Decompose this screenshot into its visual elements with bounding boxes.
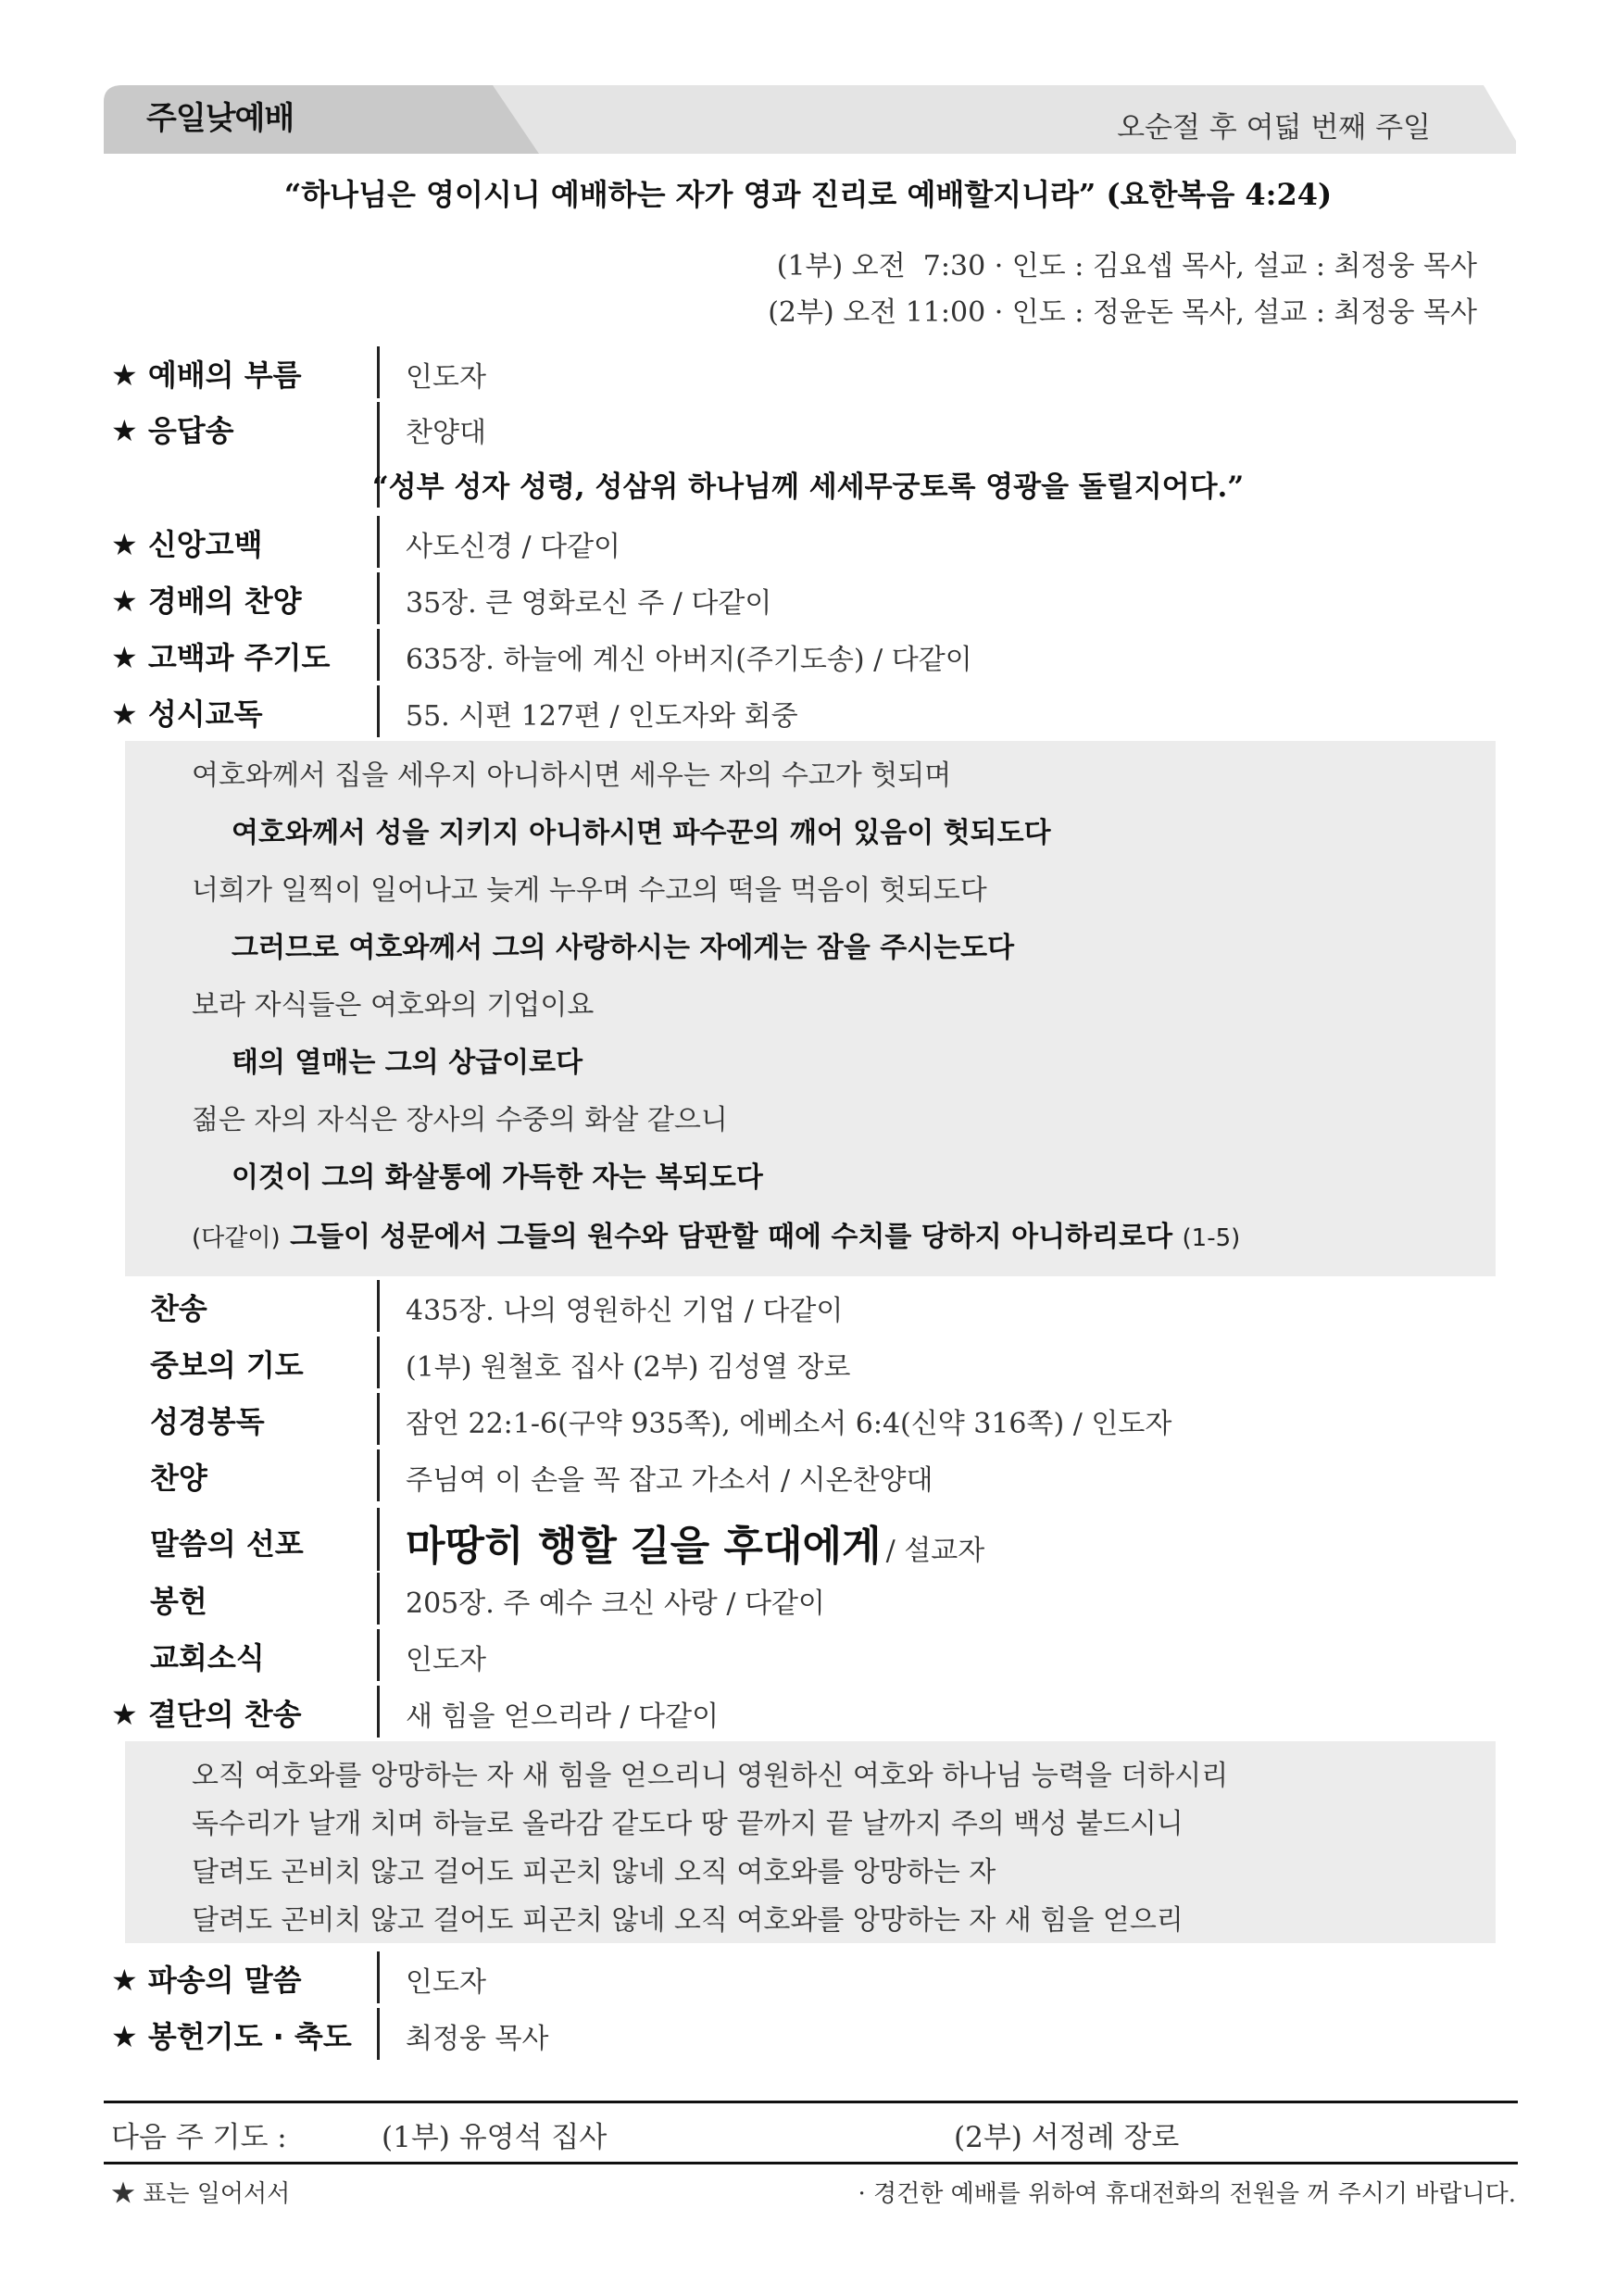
- reading-line: 보라 자식들은 여호와의 기업이요: [192, 989, 595, 1022]
- order-label: ★ 봉헌기도 · 축도: [111, 2019, 352, 2054]
- lyric-line: 오직 여호와를 앙망하는 자 새 힘을 얻으리니 영원하신 여호와 하나님 능력을 더하시리: [192, 1760, 1229, 1792]
- order-row: [111, 1950, 1500, 2003]
- theme-verse: “하나님은 영이시니 예배하는 자가 영과 진리로 예배할지니라” (요한복음 4:24): [283, 177, 1333, 212]
- order-label: 찬양: [150, 1461, 207, 1496]
- order-label: 봉헌: [150, 1584, 207, 1619]
- divider: [377, 629, 380, 681]
- order-value: 주님여 이 손을 꼭 잡고 가소서 / 시온찬양대: [406, 1464, 933, 1497]
- divider: [377, 1449, 380, 1501]
- divider: [377, 572, 380, 624]
- reading-line: 여호와께서 성을 지키지 아니하시면 파수꾼의 깨어 있음이 헛되도다: [232, 817, 1051, 849]
- next-week-first: (1부) 유영석 집사: [382, 2121, 608, 2154]
- reading-prefix: (다같이): [192, 1224, 281, 1252]
- order-row: [111, 2006, 1500, 2060]
- service-time-2: (2부) 오전 11:00 · 인도 : 정윤돈 목사, 설교 : 최정웅 목사: [768, 296, 1477, 329]
- lyric-line: 독수리가 날개 치며 하늘로 올라감 같도다 땅 끝까지 끝 날까지 주의 백성 붙드시니: [192, 1808, 1184, 1840]
- order-row: [111, 400, 1500, 454]
- order-label: 중보의 기도: [150, 1348, 304, 1383]
- reading-line: 여호와께서 집을 세우지 아니하시면 세우는 자의 수고가 헛되며: [192, 759, 952, 792]
- divider: [377, 1573, 380, 1625]
- order-label: ★ 신앙고백: [111, 527, 263, 562]
- order-value: 잠언 22:1-6(구약 935쪽), 에베소서 6:4(신약 316쪽) / 인도자: [406, 1408, 1172, 1440]
- order-row: [111, 1391, 1500, 1445]
- responsive-reading: [125, 741, 1496, 1276]
- reading-final-text: 그들이 성문에서 그들의 원수와 담판할 때에 수치를 당하지 아니하리로다: [290, 1221, 1173, 1253]
- reading-line: 너희가 일찍이 일어나고 늦게 누우며 수고의 떡을 먹음이 헛되도다: [192, 874, 987, 907]
- hymn-lyrics: [125, 1741, 1496, 1943]
- order-value: 최정웅 목사: [406, 2023, 549, 2055]
- next-week-second: (2부) 서정례 장로: [954, 2121, 1180, 2154]
- divider: [377, 516, 380, 568]
- divider: [377, 685, 380, 737]
- divider: [377, 1686, 380, 1738]
- order-label: 찬송: [150, 1291, 207, 1326]
- order-row: [111, 1684, 1500, 1738]
- order-label: ★ 경배의 찬양: [111, 583, 302, 619]
- footer-note-phone: · 경건한 예배를 위하여 휴대전화의 전원을 꺼 주시기 바랍니다.: [858, 2180, 1516, 2208]
- service-subtitle: 오순절 후 여덟 번째 주일: [1117, 111, 1431, 144]
- reading-line: 이것이 그의 화살통에 가득한 자는 복되도다: [232, 1161, 763, 1194]
- order-row: [111, 514, 1500, 568]
- order-value: 찬양대: [406, 417, 486, 449]
- order-value: 635장. 하늘에 계신 아버지(주기도송) / 다같이: [406, 644, 972, 676]
- order-value: 205장. 주 예수 크신 사랑 / 다같이: [406, 1587, 825, 1620]
- order-label: ★ 예배의 부름: [111, 358, 302, 393]
- divider: [377, 402, 380, 454]
- service-title: 주일낮예배: [146, 100, 294, 137]
- order-label: ★ 파송의 말씀: [111, 1963, 302, 1998]
- footer-rule-bottom: [104, 2162, 1518, 2164]
- order-row: [111, 571, 1500, 624]
- order-label: 말씀의 선포: [150, 1526, 304, 1562]
- order-value: (1부) 원철호 집사 (2부) 김성열 장로: [406, 1351, 851, 1384]
- divider: [377, 1951, 380, 2003]
- reading-line: 태의 열매는 그의 상급이로다: [232, 1047, 583, 1079]
- order-value: 인도자: [406, 361, 486, 394]
- reading-line: 젊은 자의 자식은 장사의 수중의 화살 같으니: [192, 1104, 728, 1136]
- order-value: 인도자: [406, 1644, 486, 1676]
- divider: [377, 1336, 380, 1388]
- order-value: 인도자: [406, 1966, 486, 1999]
- order-row: [111, 627, 1500, 681]
- section-header: [104, 83, 1516, 154]
- order-value: 55. 시편 127편 / 인도자와 회중: [406, 700, 798, 733]
- footer-note-stand: ★ 표는 일어서서: [111, 2180, 291, 2208]
- divider: [377, 1629, 380, 1681]
- order-label: 성경봉독: [150, 1404, 265, 1439]
- divider: [377, 1280, 380, 1332]
- lyric-line: 달려도 곤비치 않고 걸어도 피곤치 않네 오직 여호와를 앙망하는 자: [192, 1856, 996, 1888]
- sermon-title: 마땅히 행할 길을 후대에게: [406, 1523, 882, 1570]
- divider: [377, 346, 380, 398]
- order-value: 사도신경 / 다같이: [406, 531, 621, 563]
- order-label: ★ 고백과 주기도: [111, 640, 331, 675]
- order-row: [111, 1278, 1500, 1332]
- order-value: 35장. 큰 영화로신 주 / 다같이: [406, 587, 772, 620]
- reading-final: [192, 1213, 1240, 1254]
- order-label: 교회소식: [150, 1640, 265, 1675]
- order-row: [111, 1448, 1500, 1501]
- lyric-line: 달려도 곤비치 않고 걸어도 피곤치 않네 오직 여호와를 앙망하는 자 새 힘을 얻으리: [192, 1904, 1184, 1937]
- order-row: [111, 1627, 1500, 1681]
- order-value: 새 힘을 얻으리라 / 다같이: [406, 1700, 720, 1733]
- order-row: [111, 1335, 1500, 1388]
- doxology: “성부 성자 성령, 성삼위 하나님께 세세무궁토록 영광을 돌릴지어다.”: [371, 470, 1245, 504]
- order-label: ★ 응답송: [111, 413, 234, 448]
- reading-suffix: (1-5): [1182, 1224, 1241, 1252]
- reading-line: 그러므로 여호와께서 그의 사랑하시는 자에게는 잠을 주시는도다: [232, 932, 1015, 964]
- order-value: 435장. 나의 영원하신 기업 / 다같이: [406, 1295, 844, 1327]
- service-time-1: (1부) 오전 7:30 · 인도 : 김요셉 목사, 설교 : 최정웅 목사: [776, 250, 1477, 282]
- order-label: ★ 결단의 찬송: [111, 1697, 302, 1732]
- order-row: [111, 684, 1500, 737]
- order-label: ★ 성시교독: [111, 696, 263, 732]
- divider: [377, 2008, 380, 2060]
- next-week-label: 다음 주 기도 :: [111, 2121, 287, 2154]
- sermon: [406, 1512, 984, 1572]
- footer-rule-top: [104, 2101, 1518, 2103]
- order-row: [111, 345, 1500, 398]
- order-row: [111, 1571, 1500, 1625]
- divider: [377, 1508, 380, 1571]
- divider: [377, 1393, 380, 1445]
- sermon-preacher: / 설교자: [885, 1535, 985, 1567]
